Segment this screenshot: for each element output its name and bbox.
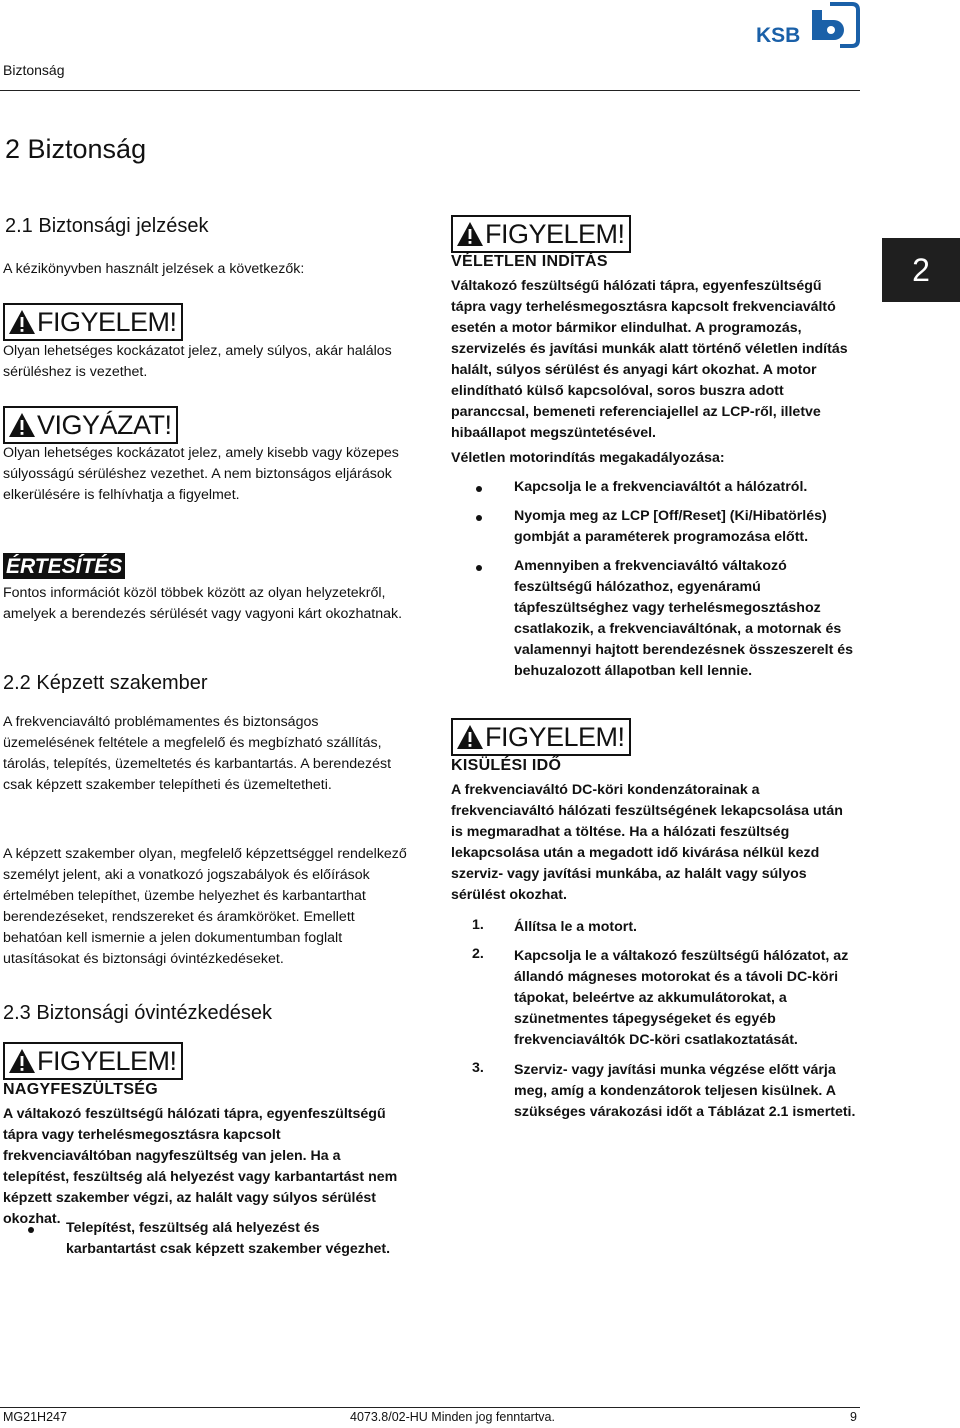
warning-sign-unintended-start — [451, 215, 631, 253]
discharge-text: A frekvenciaváltó DC-köri kondenzátorainak a frekvenciaváltó hálózati feszültségének lekapcsolása után is megmaradhat a töltése. Ha a hálózati feszültség lekapcsolása után a megadott idő kivárása nélkül kezd szerviz- vagy javítási munkába, az halált vagy súlyos sérülést okozhat. — [451, 782, 843, 903]
discharge-step-1: Állítsa le a motort. — [514, 919, 637, 935]
warning-sign — [3, 303, 183, 341]
section-2-3-title: 2.3 Biztonsági óvintézkedések — [3, 1002, 273, 1024]
footer-divider — [0, 1407, 860, 1408]
high-voltage-text: A váltakozó feszültségű hálózati tápra, egyenfeszültségű tápra vagy terhelésmegosztásra kapcsolt frekvenciaváltóban nagyfeszültség van jelen. Ha a telepítést, feszültség alá helyezést vagy karbantartást nem képzett szakember végzi, az halált vagy súlyos sérülést okozhat. — [3, 1106, 398, 1227]
unintended-start-bullet-1: Kapcsolja le a frekvenciaváltót a hálózatról. — [514, 479, 808, 495]
running-header: Biztonság — [3, 62, 65, 78]
warning-label: FIGYELEM! — [37, 1045, 177, 1076]
section-2-2-title: 2.2 Képzett szakember — [3, 672, 208, 694]
step-number: 3. — [472, 1060, 484, 1076]
section-2-1-intro: A kézikönyvben használt jelzések a következők: — [3, 261, 305, 277]
section-2-2-paragraph-2: A képzett szakember olyan, megfelelő képzettséggel rendelkező személyt jelent, aki a vonatkozó jogszabályok és előírások értelmében telepíthet, üzembe helyezhet és karbantarthat berendezéseket, rendszereket és áramköröket. Emellett behatóan kell ismernie a jelen dokumentumban foglalt utasításokat és biztonsági óvintézkedéseket. — [3, 846, 407, 967]
unintended-start-text: Váltakozó feszültségű hálózati tápra, egyenfeszültségű tápra vagy terhelésmegosztásra kapcsolt frekvenciaváltó esetén a motor bármikor elindulhat. A programozás, szervizelés és javítási munkák alatt történő véletlen indítás halált, súlyos sérülést és anyagi kárt okozhat. A motor elindítható külső kapcsolóval, soros buszra adott paranccsal, bemeneti referenciajellel az LCP-ről, illetve hibaállapot megszüntetésével. — [451, 278, 848, 441]
high-voltage-bullet: Telepítést, feszültség alá helyezést és karbantartást csak képzett szakember végezhet. — [66, 1220, 391, 1257]
warning-triangle-icon — [7, 411, 37, 439]
warning-triangle-icon — [7, 1047, 37, 1075]
step-number: 2. — [472, 946, 484, 962]
warning-description: Olyan lehetséges kockázatot jelez, amely súlyos, akár halálos sérüléshez is vezethet. — [3, 343, 392, 380]
notice-description: Fontos információt közöl többek között az olyan helyzetekről, amelyek a berendezés sérülését vagy vagyoni kárt okozhatnak. — [3, 585, 403, 622]
bullet-dot — [476, 565, 482, 571]
warning-label: FIGYELEM! — [485, 218, 625, 249]
section-2-1-title: 2.1 Biztonsági jelzések — [5, 215, 209, 237]
high-voltage-subheading: NAGYFESZÜLTSÉG — [3, 1081, 159, 1098]
warning-sign-discharge — [451, 718, 631, 756]
warning-triangle-icon — [455, 723, 485, 751]
bullet-dot — [28, 1227, 34, 1233]
page-number: 9 — [850, 1410, 857, 1424]
bullet-dot — [476, 486, 482, 492]
chapter-title: 2 Biztonság — [5, 134, 147, 164]
unintended-start-subheading: VÉLETLEN INDÍTÁS — [451, 253, 608, 270]
caution-label: VIGYÁZAT! — [37, 409, 172, 440]
footer-doc-id: MG21H247 — [3, 1410, 67, 1424]
warning-triangle-icon — [7, 308, 37, 336]
warning-label: FIGYELEM! — [485, 721, 625, 752]
discharge-step-3: Szerviz- vagy javítási munka végzése előtt várja meg, amíg a kondenzátorok teljesen kisülnek. A szükséges várakozási időt a Táblázat 2.1 ismerteti. — [514, 1062, 856, 1120]
discharge-subheading: KISÜLÉSI IDŐ — [451, 757, 562, 774]
footer-copyright: 4073.8/02-HU Minden jog fenntartva. — [350, 1410, 555, 1424]
unintended-start-bullet-3: Amennyiben a frekvenciaváltó váltakozó feszültségű hálózathoz, egyenáramú tápfeszültséghez vagy terhelésmegosztáshoz csatlakozik, a frekvenciaváltónak, a motornak és valamennyi hajtott berendezésnek összeszerelt és behuzalozott állapotban kell lennie. — [514, 558, 854, 679]
section-2-2-paragraph-1: A frekvenciaváltó problémamentes és biztonságos üzemelésének feltétele a megfelelő és megbízható szállítás, tárolás, telepítés, üzemeltetés és karbantartás. A berendezést csak képzett szakember telepítheti és üzemeltetheti. — [3, 714, 392, 793]
ksb-logo — [756, 0, 860, 48]
caution-description: Olyan lehetséges kockázatot jelez, amely kisebb vagy közepes súlyosságú sérüléshez vezethet. A nem biztonságos eljárások elkerülésére is felhívhatja a figyelmet. — [3, 445, 399, 503]
chapter-tab: 2 — [882, 238, 960, 302]
header-divider — [0, 90, 860, 91]
warning-triangle-icon — [455, 220, 485, 248]
notice-label: ÉRTESÍTÉS — [3, 553, 125, 579]
unintended-start-bullet-2: Nyomja meg az LCP [Off/Reset] (Ki/Hibatörlés) gombját a paraméterek programozása előtt. — [514, 508, 827, 545]
unintended-start-lead: Véletlen motorindítás megakadályozása: — [451, 450, 725, 466]
step-number: 1. — [472, 917, 484, 933]
svg-text:KSB: KSB — [756, 24, 801, 47]
warning-sign-high-voltage — [3, 1042, 183, 1080]
warning-label: FIGYELEM! — [37, 306, 177, 337]
discharge-step-2: Kapcsolja le a váltakozó feszültségű hálózatot, az állandó mágneses motorokat és a távoli DC-köri tápokat, beleértve az akkumulátorokat, a szünetmentes tápegységeket és egyéb frekvenciaváltók DC-köri csatlakoztatását. — [514, 948, 849, 1048]
bullet-dot — [476, 515, 482, 521]
caution-sign — [3, 406, 178, 444]
